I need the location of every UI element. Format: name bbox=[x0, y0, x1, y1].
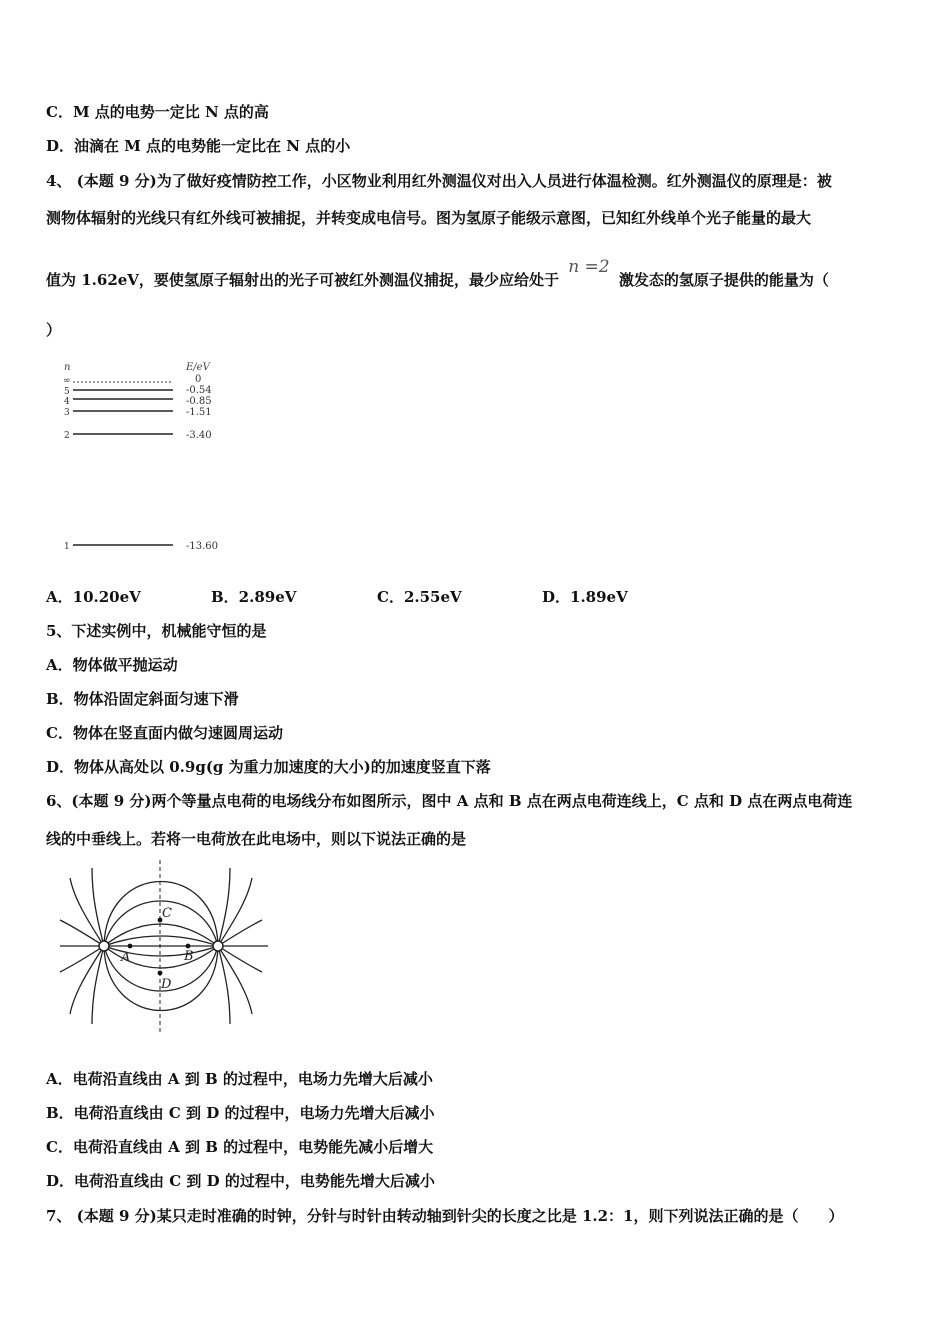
q6-stem-line1: 6、(本题 9 分)两个等量点电荷的电场线分布如图所示，图中 A 点和 B 点在两点电荷连线上，C 点和 D 点在两点电荷连 bbox=[46, 792, 853, 810]
field-line-left-out-4 bbox=[60, 946, 104, 972]
diagram-e-label: E/eV bbox=[186, 362, 210, 373]
q5-option-d: D．物体从高处以 0.9g(g 为重力加速度的大小)的加速度竖直下落 bbox=[46, 758, 491, 776]
q5-option-b: B．物体沿固定斜面匀速下滑 bbox=[46, 690, 239, 708]
q5-option-c: C．物体在竖直面内做匀速圆周运动 bbox=[46, 724, 283, 742]
level-2 bbox=[64, 430, 212, 441]
q6-option-a: A．电荷沿直线由 A 到 B 的过程中，电场力先增大后减小 bbox=[46, 1070, 433, 1088]
level-inf bbox=[63, 374, 201, 386]
field-line-right-out-5 bbox=[218, 868, 230, 946]
q4-option-b: B．2.89eV bbox=[211, 588, 297, 606]
electric-field-figure bbox=[46, 858, 276, 1038]
level-3-e: -1.51 bbox=[186, 407, 212, 418]
level-4 bbox=[64, 396, 212, 407]
level-3 bbox=[64, 407, 212, 418]
point-b-dot bbox=[186, 944, 191, 949]
q4-option-d: D．1.89eV bbox=[542, 588, 628, 606]
level-1-n: 1 bbox=[64, 542, 70, 552]
field-line-right-out-2 bbox=[218, 920, 262, 946]
level-5-n: 5 bbox=[64, 387, 70, 397]
point-d-dot bbox=[158, 971, 163, 976]
q3-option-d: D．油滴在 M 点的电势能一定比在 N 点的小 bbox=[46, 137, 351, 155]
level-3-n: 3 bbox=[64, 408, 70, 418]
level-5-e: -0.54 bbox=[186, 385, 212, 396]
energy-level-diagram bbox=[55, 352, 235, 557]
level-2-e: -3.40 bbox=[186, 430, 212, 441]
level-inf-n: ∞ bbox=[63, 376, 71, 386]
field-line-upper-1 bbox=[104, 936, 218, 946]
q4-stem-line2: 测物体辐射的光线只有红外线可被捕捉，并转变成电信号。图为氢原子能级示意图，已知红外线单个光子能量的最大 bbox=[46, 209, 812, 227]
right-point-charge bbox=[213, 941, 223, 951]
q3-option-c: C．M 点的电势一定比 N 点的高 bbox=[46, 103, 269, 121]
q7-stem-line1: 7、 (本题 9 分)某只走时准确的时钟，分针与时针由转动轴到针尖的长度之比是 1.2：1，则下列说法正确的是（ ） bbox=[46, 1207, 844, 1225]
q4-stem-line3-before: 值为 1.62eV，要使氢原子辐射出的光子可被红外测温仪捕捉，最少应给处于 bbox=[46, 271, 559, 289]
level-1-e: -13.60 bbox=[186, 541, 219, 552]
q5-stem: 5、下述实例中，机械能守恒的是 bbox=[46, 622, 267, 640]
field-line-left-out-2 bbox=[60, 920, 104, 946]
point-d-label: D bbox=[161, 977, 172, 992]
q5-option-a: A．物体做平抛运动 bbox=[46, 656, 178, 674]
q6-option-d: D．电荷沿直线由 C 到 D 的过程中，电势能先增大后减小 bbox=[46, 1172, 435, 1190]
point-a-dot bbox=[128, 944, 133, 949]
field-line-upper-2 bbox=[104, 924, 218, 946]
level-inf-e: 0 bbox=[195, 374, 202, 385]
q4-stem-line3-after: 激发态的氢原子提供的能量为（ bbox=[618, 271, 829, 289]
field-line-left-out-5 bbox=[92, 868, 104, 946]
q4-stem-line3 bbox=[46, 257, 829, 290]
q6-option-b: B．电荷沿直线由 C 到 D 的过程中，电场力先增大后减小 bbox=[46, 1104, 435, 1122]
field-line-left-out-6 bbox=[92, 946, 104, 1024]
level-1 bbox=[64, 541, 218, 552]
level-4-n: 4 bbox=[64, 397, 70, 407]
q4-option-c: C．2.55eV bbox=[377, 588, 462, 606]
q6-stem-line2: 线的中垂线上。若将一电荷放在此电场中，则以下说法正确的是 bbox=[46, 830, 467, 848]
field-line-right-out-4 bbox=[218, 946, 262, 972]
q4-math-n2: n =2 bbox=[568, 257, 610, 277]
q4-stem-line4: ） bbox=[46, 321, 62, 339]
left-point-charge bbox=[99, 941, 109, 951]
q6-option-c: C．电荷沿直线由 A 到 B 的过程中，电势能先减小后增大 bbox=[46, 1138, 434, 1156]
point-a-label: A bbox=[121, 950, 131, 965]
level-2-n: 2 bbox=[64, 431, 70, 441]
diagram-n-label: n bbox=[64, 362, 71, 373]
point-c-label: C bbox=[162, 906, 172, 921]
q4-stem-line1: 4、 (本题 9 分)为了做好疫情防控工作，小区物业利用红外测温仪对出入人员进行体温检测。红外测温仪的原理是：被 bbox=[46, 172, 832, 190]
field-line-right-out-6 bbox=[218, 946, 230, 1024]
q4-option-a: A．10.20eV bbox=[46, 588, 141, 606]
point-b-label: B bbox=[184, 949, 194, 964]
level-4-e: -0.85 bbox=[186, 396, 212, 407]
